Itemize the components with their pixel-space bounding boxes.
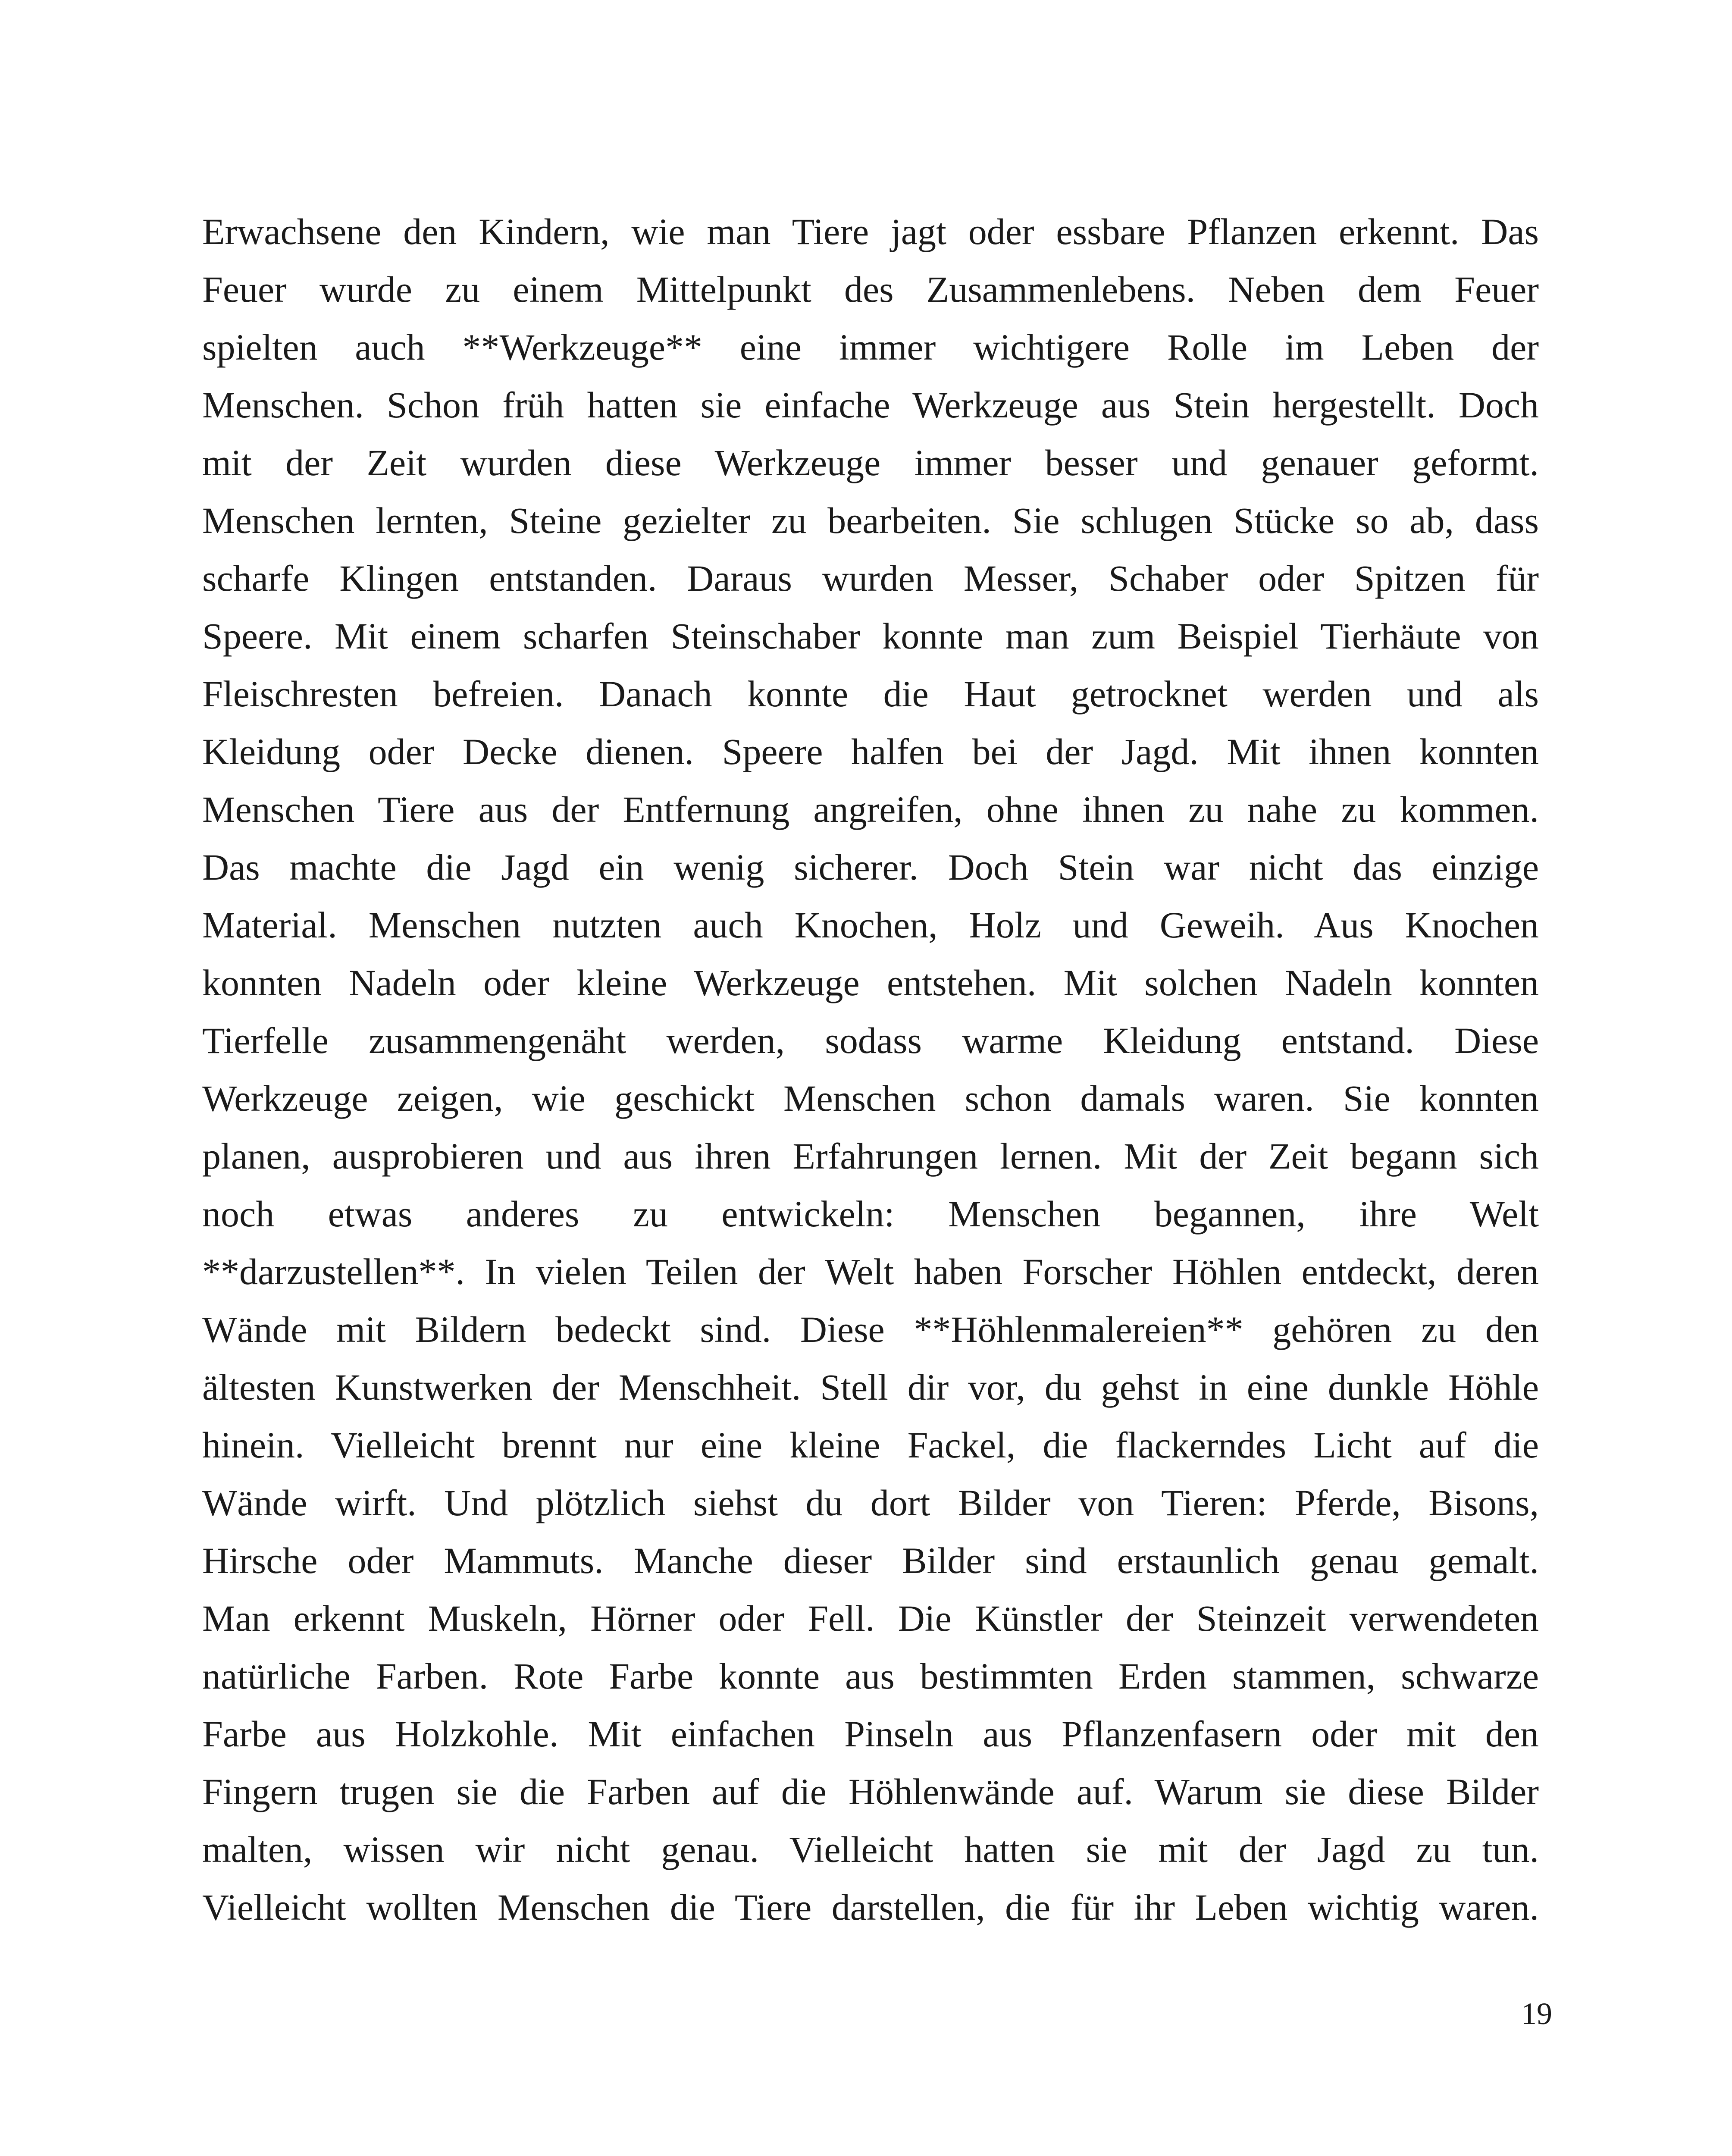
text-line: Menschen lernten, Steine gezielter zu bearbeiten. Sie schlugen Stücke so ab, dass: [202, 500, 1539, 541]
text-line: Werkzeuge zeigen, wie geschickt Menschen schon damals waren. Sie konnten: [202, 1078, 1539, 1119]
text-line: Menschen. Schon früh hatten sie einfache Werkzeuge aus Stein hergestellt. Doch: [202, 384, 1539, 426]
text-line: Menschen Tiere aus der Entfernung angreifen, ohne ihnen zu nahe zu kommen.: [202, 789, 1539, 830]
text-line: scharfe Klingen entstanden. Daraus wurden Messer, Schaber oder Spitzen für: [202, 558, 1539, 599]
text-line: Wände wirft. Und plötzlich siehst du dort Bilder von Tieren: Pferde, Bisons,: [202, 1482, 1539, 1523]
text-line: Erwachsene den Kindern, wie man Tiere jagt oder essbare Pflanzen erkennt. Das: [202, 211, 1539, 252]
text-line: Feuer wurde zu einem Mittelpunkt des Zusammenlebens. Neben dem Feuer: [202, 269, 1539, 310]
text-line: malten, wissen wir nicht genau. Vielleicht hatten sie mit der Jagd zu tun.: [202, 1829, 1539, 1870]
text-line: **darzustellen**. In vielen Teilen der Welt haben Forscher Höhlen entdeckt, deren: [202, 1251, 1539, 1292]
text-line: Vielleicht wollten Menschen die Tiere darstellen, die für ihr Leben wichtig waren.: [202, 1887, 1539, 1928]
text-line: Wände mit Bildern bedeckt sind. Diese **Höhlenmalereien** gehören zu den: [202, 1309, 1539, 1350]
text-line: Man erkennt Muskeln, Hörner oder Fell. Die Künstler der Steinzeit verwendeten: [202, 1598, 1539, 1639]
text-line: Hirsche oder Mammuts. Manche dieser Bilder sind erstaunlich genau gemalt.: [202, 1540, 1539, 1581]
text-line: Fleischresten befreien. Danach konnte die Haut getrocknet werden und als: [202, 673, 1539, 714]
body-text: [202, 203, 1539, 1936]
text-line: spielten auch **Werkzeuge** eine immer wichtigere Rolle im Leben der: [202, 326, 1539, 368]
text-line: Tierfelle zusammengenäht werden, sodass warme Kleidung entstand. Diese: [202, 1020, 1539, 1061]
text-line: ältesten Kunstwerken der Menschheit. Stell dir vor, du gehst in eine dunkle Höhle: [202, 1366, 1539, 1408]
page-number: 19: [1521, 1996, 1552, 2031]
text-line: hinein. Vielleicht brennt nur eine kleine Fackel, die flackerndes Licht auf die: [202, 1424, 1539, 1466]
text-line: Farbe aus Holzkohle. Mit einfachen Pinseln aus Pflanzenfasern oder mit den: [202, 1713, 1539, 1755]
text-line: Das machte die Jagd ein wenig sicherer. Doch Stein war nicht das einzige: [202, 846, 1539, 888]
text-line: planen, ausprobieren und aus ihren Erfahrungen lernen. Mit der Zeit begann sich: [202, 1135, 1539, 1177]
text-line: Speere. Mit einem scharfen Steinschaber konnte man zum Beispiel Tierhäute von: [202, 615, 1539, 657]
text-line: konnten Nadeln oder kleine Werkzeuge entstehen. Mit solchen Nadeln konnten: [202, 962, 1539, 1003]
text-line: Material. Menschen nutzten auch Knochen, Holz und Geweih. Aus Knochen: [202, 904, 1539, 946]
text-line: natürliche Farben. Rote Farbe konnte aus bestimmten Erden stammen, schwarze: [202, 1655, 1539, 1697]
text-line: Kleidung oder Decke dienen. Speere halfen bei der Jagd. Mit ihnen konnten: [202, 731, 1539, 772]
text-line: Fingern trugen sie die Farben auf die Höhlenwände auf. Warum sie diese Bilder: [202, 1771, 1539, 1812]
text-line: noch etwas anderes zu entwickeln: Menschen begannen, ihre Welt: [202, 1193, 1539, 1235]
text-line: mit der Zeit wurden diese Werkzeuge immer besser und genauer geformt.: [202, 442, 1539, 483]
